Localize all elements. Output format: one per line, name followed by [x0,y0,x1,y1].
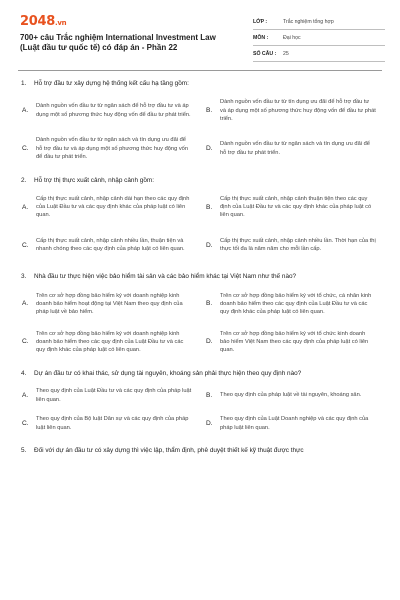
answer-option-c[interactable] [18,131,198,167]
meta-class-label: LỚP : [253,18,268,25]
option-text: Dành nguồn vốn đầu tư từ ngân sách và tín dụng ưu đãi để hỗ trợ đầu tư và áp dụng một số phương thức huy động vốn để đầu tư phát triển. [36,137,188,160]
answer-option-b[interactable] [202,93,382,129]
option-letter: D. [206,241,213,249]
answer-options [18,383,382,437]
answer-option-b[interactable] [202,383,382,409]
question-4 [18,370,382,437]
answer-option-c[interactable] [18,227,198,263]
question-3 [18,273,382,360]
meta-subject-row [253,30,385,46]
option-text: Cấp thị thực xuất cảnh, nhập cảnh dài hạn theo các quy định của Luật Đầu tư và các quy định khác của pháp luật có liên quan. [36,195,190,219]
option-letter: C. [22,145,29,153]
option-text: Theo quy định của pháp luật về tài nguyên, khoáng sản. [220,392,362,399]
answer-option-c[interactable] [18,411,198,437]
option-text: Dành nguồn vốn đầu tư từ ngân sách và tín dụng ưu đãi để hỗ trợ đầu tư phát triển. [220,141,370,156]
question-list [18,80,382,465]
option-text: Dành nguồn vốn đầu tư từ ngân sách để hỗ trợ đầu tư và áp dụng một số phương thức huy động vốn để đầu tư phát triển. [36,103,191,118]
option-letter: D. [206,420,213,428]
question-text: Nhà đầu tư thực hiện việc bảo hiểm tài sản và các bảo hiểm khác tại Việt Nam như thế nào? [34,273,297,281]
meta-subject-value: Đại học [283,34,301,41]
meta-count-value: 25 [283,50,289,57]
option-letter: A. [22,203,29,211]
question-number: 1. [21,80,27,87]
meta-class-row [253,14,385,30]
option-text: Trên cơ sở hợp đồng bảo hiểm ký với tổ chức, cá nhân kinh doanh bảo hiểm theo các quy định của Luật Đầu tư và các quy định khác của pháp luật có liên quan. [220,292,372,316]
option-letter: D. [206,145,213,153]
document-meta [253,14,385,62]
option-letter: A. [22,300,29,308]
document-title: 700+ câu Trắc nghiệm International Investment Law (Luật đầu tư quốc tế) có đáp án - Phần 22 [20,33,216,52]
meta-count-label: SỐ CÂU : [253,50,277,57]
option-text: Cấp thị thực xuất cảnh, nhập cảnh nhiều lần. Thời hạn của thị thực tối đa là năm năm cho mỗi lần cấp. [220,238,376,253]
question-text: Hỗ trợ thị thực xuất cảnh, nhập cảnh gồm: [34,176,155,184]
option-text: Theo quy định của Bộ luật Dân sự và các quy định của pháp luật liên quan. [36,416,189,431]
option-letter: B. [206,203,213,211]
answer-option-a[interactable] [18,286,198,322]
answer-options [18,93,382,167]
meta-subject-label: MÔN : [253,34,269,41]
question-text: Hỗ trợ đầu tư xây dựng hệ thống kết cấu hạ tầng gồm: [34,80,189,87]
question-5 [18,447,382,456]
answer-option-d[interactable] [202,411,382,437]
option-text: Cấp thị thực xuất cảnh, nhập cảnh thuận tiện theo các quy định của Luật Đầu tư và các quy định khác của pháp luật có liên quan. [220,195,372,219]
answer-option-a[interactable] [18,93,198,129]
document-header [0,0,400,70]
question-2 [18,177,382,264]
answer-option-b[interactable] [202,189,382,225]
answer-option-d[interactable] [202,131,382,167]
answer-option-d[interactable] [202,324,382,360]
answer-option-d[interactable] [202,227,382,263]
answer-option-b[interactable] [202,286,382,322]
option-text: Trên cơ sở hợp đồng bảo hiểm ký với doanh nghiệp kinh doanh bảo hiểm theo các quy định của Luật Đầu tư và các quy định khác của pháp luật có liên quan. [36,330,184,354]
option-letter: B. [206,300,213,308]
option-text: Trên cơ sở hợp đồng bảo hiểm ký với tổ chức kinh doanh bảo hiểm Việt Nam theo các quy định của pháp luật có liên quan. [220,330,369,354]
option-letter: A. [22,392,29,400]
question-text: Dự án đầu tư có khai thác, sử dụng tài nguyên, khoáng sản phải thực hiện theo quy định nào? [34,369,302,377]
question-text: Đối với dự án đầu tư có xây dựng thì việc lập, thẩm định, phê duyệt thiết kế kỹ thuật được thực [34,446,304,454]
option-letter: C. [22,241,29,249]
option-text: Cấp thị thực xuất cảnh, nhập cảnh nhiều lần, thuận tiện và nhanh chóng theo các quy định của pháp luật có liên quan. [36,238,185,253]
option-letter: B. [206,107,213,115]
answer-option-a[interactable] [18,189,198,225]
answer-options [18,189,382,263]
answer-options [18,286,382,360]
question-number: 4. [21,369,27,377]
question-1 [18,80,382,167]
header-divider [18,70,382,71]
question-number: 3. [21,273,27,281]
option-text: Theo quy định của Luật Đầu tư và các quy định của pháp luật liên quan. [36,388,192,403]
question-number: 2. [21,176,27,184]
option-letter: B. [206,392,213,400]
option-letter: C. [22,420,29,428]
option-letter: D. [206,338,213,346]
question-number: 5. [21,446,27,454]
option-text: Theo quy định của Luật Doanh nghiệp và các quy định của pháp luật liên quan. [220,416,369,431]
meta-count-row [253,46,385,62]
answer-option-a[interactable] [18,383,198,409]
meta-class-value: Trắc nghiệm tổng hợp [283,18,334,25]
option-letter: A. [22,107,29,115]
answer-option-c[interactable] [18,324,198,360]
option-text: Dành nguồn vốn đầu tư từ tín dụng ưu đãi để hỗ trợ đầu tư và áp dụng một số phương thức huy động vốn để đầu tư phát triển. [220,99,376,122]
site-logo[interactable]: 2048.vn [20,14,67,29]
option-letter: C. [22,338,29,346]
option-text: Trên cơ sở hợp đồng bảo hiểm ký với doanh nghiệp kinh doanh bảo hiểm hoạt động tại Việt Nam theo quy định của pháp luật về bảo hiểm. [36,292,183,316]
